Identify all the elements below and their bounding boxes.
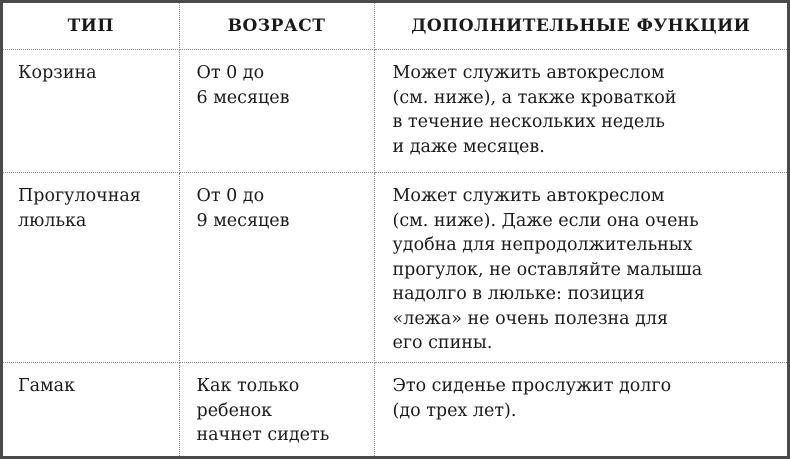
cell-text: начнет сидеть — [196, 425, 330, 445]
cell-type — [3, 50, 179, 173]
cell-type — [3, 363, 179, 457]
cell-text: 6 месяцев — [196, 87, 290, 108]
cell-text: Гамак — [18, 376, 76, 396]
cell-type — [3, 173, 179, 363]
cell-age — [179, 173, 374, 363]
cell-text: прогулок, не оставляйте малыша — [392, 259, 703, 280]
cell-functions — [374, 363, 787, 457]
table-row — [3, 50, 787, 173]
header-age: ВОЗРАСТ — [179, 3, 374, 50]
cell-functions — [374, 173, 787, 363]
cell-text: надолго в люльке: позиция — [392, 284, 645, 304]
cell-text: От 0 до — [196, 63, 265, 83]
cell-text: и даже месяцев. — [392, 136, 545, 157]
cell-text: (см. ниже). Даже если она очень — [392, 210, 699, 231]
cell-functions — [374, 50, 787, 173]
cell-text: Корзина — [18, 63, 97, 83]
cell-text: «лежа» не очень полезна для — [392, 308, 669, 329]
cell-text: Может служить автокреслом — [392, 63, 665, 83]
cell-age — [179, 50, 374, 173]
cell-text: (см. ниже), а также кроваткой — [392, 87, 677, 108]
cell-text: Может служить автокреслом — [392, 186, 665, 206]
table-row — [3, 363, 787, 457]
cell-age — [179, 363, 374, 457]
table-row — [3, 173, 787, 363]
cell-text: Это сиденье прослужит долго — [392, 376, 672, 396]
cell-text: его спины. — [392, 333, 493, 353]
header-type: ТИП — [3, 3, 179, 50]
cell-text: в течение нескольких недель — [392, 112, 665, 132]
cell-text: 9 месяцев — [196, 210, 290, 231]
cell-text: Как только — [196, 376, 300, 396]
cell-text: (до трех лет). — [392, 400, 517, 421]
cell-text: люлька — [18, 210, 87, 231]
cell-text: От 0 до — [196, 186, 265, 206]
baby-carrier-comparison-table — [3, 3, 787, 456]
cell-text: ребенок — [196, 400, 273, 421]
cell-text: Прогулочная — [18, 186, 141, 206]
cell-text: удобна для непродолжительных — [392, 235, 693, 255]
header-row — [3, 3, 787, 50]
header-functions: ДОПОЛНИТЕЛЬНЫЕ ФУНКЦИИ — [374, 3, 787, 50]
